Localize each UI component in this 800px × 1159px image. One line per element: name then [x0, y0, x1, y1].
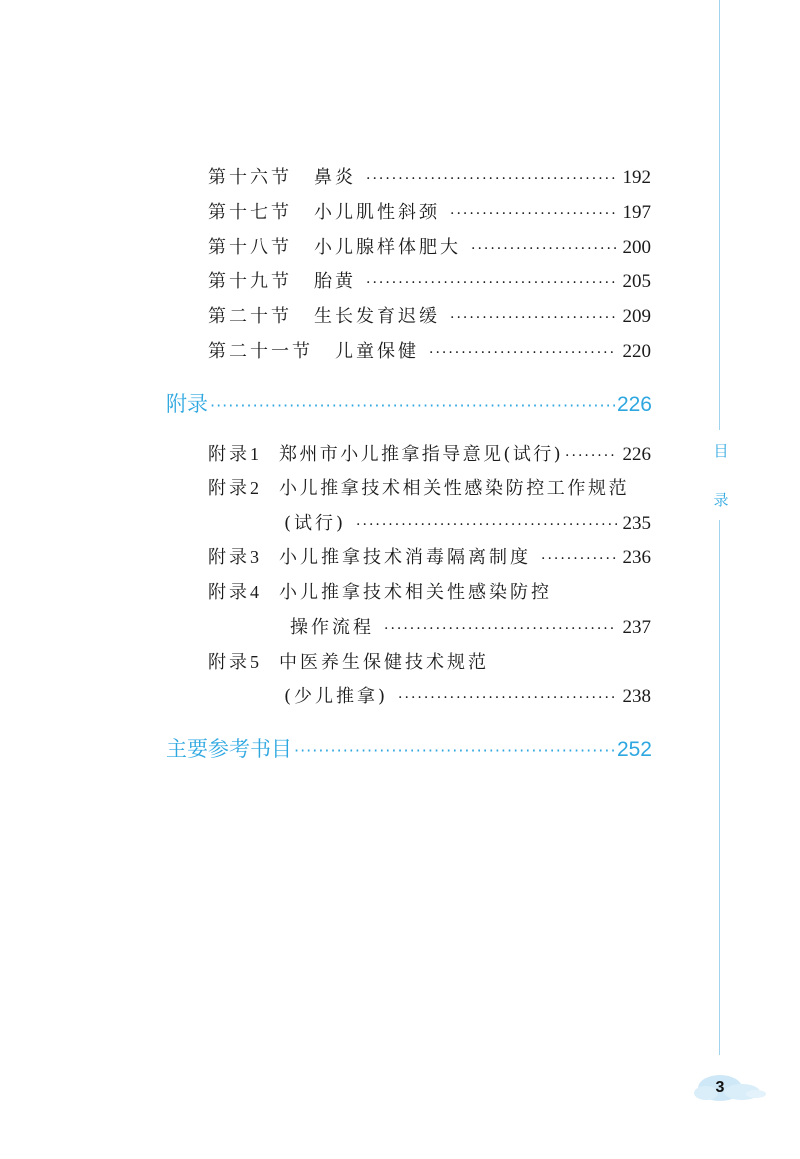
section-label: 第二十一节: [208, 341, 313, 362]
appendix-item-title: 中医养生保健技术规范: [279, 652, 489, 673]
appendix-number: 2: [250, 478, 259, 498]
dot-leader: [294, 741, 615, 760]
toc-entry-section-18[interactable]: [208, 233, 651, 259]
toc-entry-section-17[interactable]: [208, 198, 651, 224]
section-label: 第十九节: [208, 271, 292, 292]
page-ref: 192: [622, 167, 651, 188]
side-divider-line: [719, 0, 720, 1055]
toc-entry-appendix-5[interactable]: [208, 648, 651, 674]
page-ref: 220: [622, 341, 651, 362]
toc-entry-appendix-4[interactable]: [208, 578, 651, 604]
toc-entry-appendix-1[interactable]: [208, 440, 651, 466]
appendix-number: 4: [250, 582, 259, 602]
dot-leader: [541, 551, 617, 567]
appendix-item-continuation: (试行): [284, 513, 347, 534]
dot-leader: [450, 310, 617, 326]
dot-leader: [471, 241, 617, 257]
section-title: 鼻炎: [314, 167, 356, 188]
toc-entry-appendix[interactable]: [166, 388, 652, 418]
section-label: 第十六节: [208, 167, 292, 188]
toc-entry-section-20[interactable]: [208, 302, 651, 328]
section-title: 胎黄: [314, 271, 356, 292]
references-title: 主要参考书目: [166, 737, 292, 761]
section-title: 生长发育迟缓: [314, 306, 440, 327]
page-ref: 209: [622, 306, 651, 327]
appendix-number: 3: [250, 547, 259, 567]
section-title: 小儿肌性斜颈: [314, 202, 440, 223]
appendix-item-continuation: (少儿推拿): [284, 686, 389, 707]
page-number-badge: [690, 1068, 770, 1108]
appendix-number: 1: [250, 444, 259, 464]
dot-leader: [384, 621, 617, 637]
dot-leader: [429, 345, 617, 361]
dot-leader: [366, 171, 617, 187]
dot-leader: [210, 396, 615, 415]
appendix-title: 附录: [166, 392, 208, 416]
toc-entry-references[interactable]: [166, 733, 652, 763]
dot-leader: [398, 690, 616, 706]
section-label: 第十八节: [208, 237, 292, 258]
section-title: 儿童保健: [335, 341, 419, 362]
appendix-item-continuation: 操作流程: [290, 617, 374, 638]
appendix-item-title: 小儿推拿技术相关性感染防控: [279, 582, 552, 603]
side-label-char: 目: [713, 442, 729, 460]
section-label: 第十七节: [208, 202, 292, 223]
page-ref: 238: [622, 686, 651, 707]
dot-leader: [450, 206, 617, 222]
section-label: 第二十节: [208, 306, 292, 327]
appendix-number: 5: [250, 652, 259, 672]
appendix-label: 附录: [208, 652, 250, 673]
page-number: 3: [715, 1079, 725, 1096]
dot-leader: [565, 448, 616, 464]
toc-entry-section-19[interactable]: [208, 267, 651, 293]
side-label-char: 录: [713, 491, 729, 509]
toc-entry-section-16[interactable]: [208, 163, 651, 189]
appendix-label: 附录: [208, 444, 250, 465]
appendix-label: 附录: [208, 582, 250, 603]
page-ref: 226: [616, 393, 652, 416]
appendix-item-title: 小儿推拿技术相关性感染防控工作规范: [279, 478, 630, 499]
page-ref: 226: [622, 444, 651, 465]
dot-leader: [366, 275, 617, 291]
dot-leader: [356, 517, 616, 533]
page-ref: 200: [622, 237, 651, 258]
appendix-item-title: 郑州市小儿推拿指导意见(试行): [279, 444, 564, 465]
page-ref: 197: [622, 202, 651, 223]
page-ref: 236: [622, 547, 651, 568]
page-ref: 205: [622, 271, 651, 292]
page-ref: 235: [622, 513, 651, 534]
appendix-label: 附录: [208, 547, 250, 568]
appendix-item-title: 小儿推拿技术消毒隔离制度: [279, 547, 531, 568]
toc-entry-appendix-4-continued[interactable]: [290, 613, 651, 639]
page-ref: 237: [622, 617, 651, 638]
toc-entry-section-21[interactable]: [208, 337, 651, 363]
appendix-label: 附录: [208, 478, 250, 499]
toc-entry-appendix-2-continued[interactable]: [284, 509, 651, 535]
toc-entry-appendix-5-continued[interactable]: [284, 682, 651, 708]
toc-entry-appendix-2[interactable]: [208, 474, 651, 500]
toc-entry-appendix-3[interactable]: [208, 543, 651, 569]
page-ref: 252: [616, 738, 652, 761]
section-title: 小儿腺样体肥大: [314, 237, 461, 258]
side-section-label: [710, 430, 732, 520]
